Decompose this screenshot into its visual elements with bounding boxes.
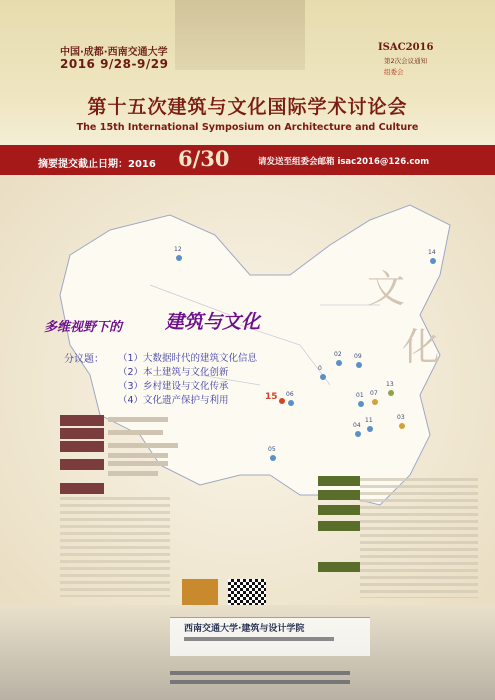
info-line bbox=[108, 461, 168, 466]
map-pin bbox=[356, 362, 362, 368]
right-info-tag bbox=[318, 490, 360, 500]
page-title-en: The 15th International Symposium on Architecture and Culture bbox=[76, 122, 419, 133]
right-fine-print bbox=[360, 478, 478, 598]
map-pin bbox=[388, 390, 394, 396]
notice-label: 第2次会议通知 bbox=[384, 57, 428, 65]
right-info-tag bbox=[318, 562, 360, 572]
event-dates: 2016 9/28-9/29 bbox=[60, 57, 169, 71]
map-pin bbox=[288, 400, 294, 406]
campus-building-image bbox=[175, 0, 305, 70]
map-pin-label: 03 bbox=[397, 414, 405, 421]
map-pin-label: 0 bbox=[318, 365, 322, 372]
location-text: 中国·成都·西南交通大学 bbox=[60, 47, 168, 58]
right-info-tag bbox=[318, 476, 360, 486]
map-pin-label: 15 bbox=[265, 392, 278, 402]
topics-label: 分议题： bbox=[64, 354, 104, 365]
map-pin bbox=[372, 399, 378, 405]
map-pin-label: 01 bbox=[356, 392, 364, 399]
deadline-date: 6/30 bbox=[178, 146, 230, 171]
map-pin-label: 04 bbox=[353, 422, 361, 429]
right-info-tag bbox=[318, 505, 360, 515]
theme-lead: 多维视野下的 bbox=[44, 320, 123, 335]
deco-character-2: 化 bbox=[402, 325, 441, 369]
footer-contact-line bbox=[170, 680, 350, 684]
map-pin-label: 11 bbox=[365, 417, 373, 424]
map-pin bbox=[358, 401, 364, 407]
info-line bbox=[108, 443, 178, 448]
topic-item: （2）本土建筑与文化创新 bbox=[118, 367, 229, 378]
info-line bbox=[108, 417, 168, 422]
map-pin-label: 07 bbox=[370, 390, 378, 397]
info-tag bbox=[60, 483, 104, 494]
map-pin-label: 14 bbox=[428, 249, 436, 256]
map-pin bbox=[399, 423, 405, 429]
footer-contact-line bbox=[170, 671, 350, 675]
map-pin-label: 05 bbox=[268, 446, 276, 453]
topic-item: （1）大数据时代的建筑文化信息 bbox=[118, 353, 258, 364]
map-pin-label: 13 bbox=[386, 381, 394, 388]
map-pin-label: 02 bbox=[334, 351, 342, 358]
theme-main: 建筑与文化 bbox=[165, 311, 261, 333]
info-tag bbox=[60, 441, 104, 452]
info-line bbox=[108, 453, 168, 458]
organizer-label: 组委会 bbox=[384, 68, 404, 76]
deadline-banner bbox=[0, 145, 495, 175]
map-pin bbox=[336, 360, 342, 366]
registration-fine-print bbox=[60, 497, 170, 597]
isac-label: ISAC2016 bbox=[378, 42, 434, 53]
map-pin bbox=[367, 426, 373, 432]
info-line bbox=[108, 430, 163, 435]
info-tag bbox=[60, 459, 104, 470]
map-pin bbox=[279, 398, 285, 404]
map-pin bbox=[270, 455, 276, 461]
info-tag bbox=[60, 415, 104, 426]
map-pin bbox=[355, 431, 361, 437]
contact-email[interactable]: 请发送至组委会邮箱 isac2016@126.com bbox=[258, 157, 430, 167]
deco-character-1: 文 bbox=[367, 267, 406, 311]
map-pin-label: 06 bbox=[286, 391, 294, 398]
right-info-tag bbox=[318, 521, 360, 531]
footer-school-en bbox=[184, 637, 334, 641]
map-pin-label: 12 bbox=[174, 246, 182, 253]
map-pin bbox=[430, 258, 436, 264]
map-pin bbox=[320, 374, 326, 380]
page-title-cn: 第十五次建筑与文化国际学术讨论会 bbox=[87, 96, 408, 118]
topic-item: （3）乡村建设与文化传承 bbox=[118, 381, 229, 392]
info-tag bbox=[60, 428, 104, 439]
footer-school-name: 西南交通大学·建筑与设计学院 bbox=[184, 624, 305, 634]
map-pin-label: 09 bbox=[354, 353, 362, 360]
deadline-label: 摘要提交截止日期：2016 bbox=[38, 159, 156, 170]
map-pin bbox=[176, 255, 182, 261]
info-line bbox=[108, 471, 158, 476]
topic-item: （4）文化遗产保护与利用 bbox=[118, 395, 229, 406]
